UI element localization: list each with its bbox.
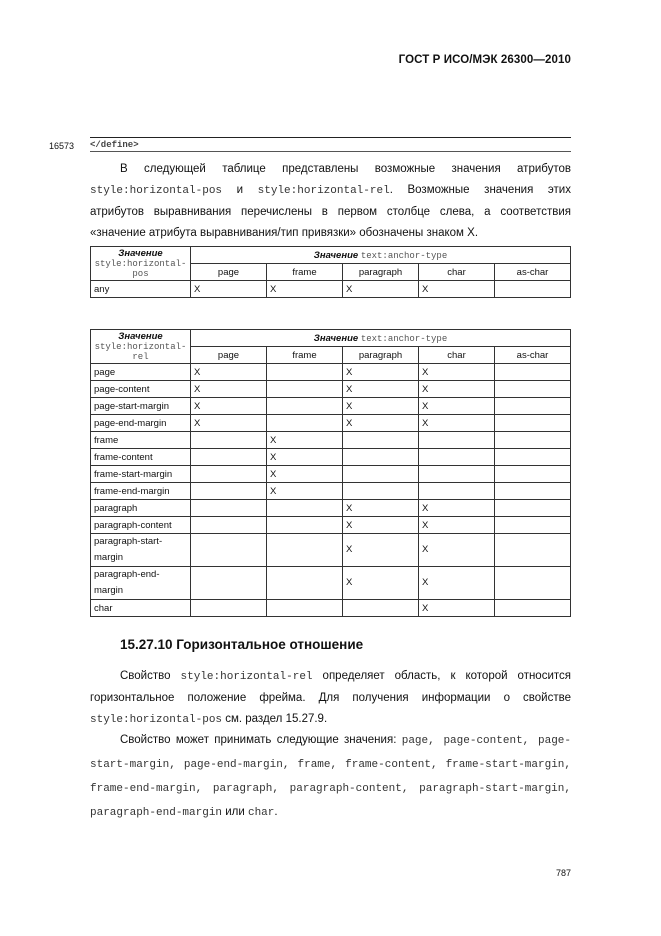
intro-paragraph bbox=[90, 159, 571, 244]
row-label: page bbox=[91, 364, 191, 381]
table-cell: X bbox=[343, 500, 419, 517]
table2-anchor-label: Значение bbox=[313, 332, 359, 344]
table-row bbox=[91, 567, 571, 600]
intro-text-2: и bbox=[222, 184, 258, 196]
table-cell: X bbox=[343, 398, 419, 415]
table2-column-header: as-char bbox=[495, 347, 571, 364]
table1-anchor-label: Значение bbox=[313, 249, 359, 261]
table-cell: X bbox=[419, 500, 495, 517]
p2-last-value: char bbox=[247, 807, 275, 819]
table-cell bbox=[495, 567, 571, 600]
row-label: paragraph-start-margin bbox=[91, 534, 191, 567]
table-cell bbox=[191, 567, 267, 600]
p1-code-1: style:horizontal-rel bbox=[180, 671, 313, 683]
table2-column-header: page bbox=[191, 347, 267, 364]
paragraph-1 bbox=[90, 666, 571, 731]
row-label: frame-end-margin bbox=[91, 483, 191, 500]
table-row bbox=[91, 517, 571, 534]
intro-text-1: В следующей таблице представлены возможные значения атрибутов bbox=[120, 163, 571, 175]
row-label: page-content bbox=[91, 381, 191, 398]
table-cell bbox=[267, 600, 343, 617]
table-cell bbox=[343, 432, 419, 449]
table-cell: X bbox=[191, 381, 267, 398]
table-cell: X bbox=[267, 483, 343, 500]
table2-column-header: char bbox=[419, 347, 495, 364]
table-cell bbox=[495, 449, 571, 466]
table-cell bbox=[267, 398, 343, 415]
table1-column-header: char bbox=[419, 264, 495, 281]
table-cell bbox=[191, 600, 267, 617]
table-cell: X bbox=[343, 517, 419, 534]
table-row bbox=[91, 381, 571, 398]
table-cell bbox=[267, 500, 343, 517]
row-label: page-end-margin bbox=[91, 415, 191, 432]
intro-code-2: style:horizontal-rel bbox=[257, 185, 390, 197]
table-cell bbox=[267, 534, 343, 567]
table-cell bbox=[343, 483, 419, 500]
table1-anchor-header bbox=[191, 247, 571, 264]
table1-column-header: paragraph bbox=[343, 264, 419, 281]
p1-text-2: определяет область, к которой относится горизонтальное положение фрейма. Для получения информации о свойстве bbox=[90, 670, 571, 704]
table-row bbox=[91, 483, 571, 500]
table-cell: X bbox=[191, 398, 267, 415]
p2-text-1: Свойство может принимать следующие значения: bbox=[120, 734, 402, 746]
table-cell bbox=[495, 281, 571, 298]
table-cell bbox=[495, 398, 571, 415]
row-label: frame bbox=[91, 432, 191, 449]
table-cell bbox=[267, 364, 343, 381]
p1-text-1: Свойство bbox=[120, 670, 181, 682]
table-cell: X bbox=[267, 432, 343, 449]
table-cell: X bbox=[419, 517, 495, 534]
table-cell bbox=[419, 466, 495, 483]
table-cell bbox=[343, 449, 419, 466]
table-cell bbox=[343, 600, 419, 617]
table-row bbox=[91, 432, 571, 449]
table-cell bbox=[267, 415, 343, 432]
table-cell bbox=[495, 534, 571, 567]
paragraph-2 bbox=[90, 729, 571, 825]
table-cell bbox=[495, 415, 571, 432]
table-cell bbox=[495, 500, 571, 517]
page-number: 787 bbox=[555, 868, 571, 878]
table1-column-header: page bbox=[191, 264, 267, 281]
table-cell: X bbox=[191, 281, 267, 298]
table-row bbox=[91, 281, 571, 298]
table-row bbox=[91, 466, 571, 483]
table-cell bbox=[267, 517, 343, 534]
table-cell: X bbox=[419, 281, 495, 298]
table2-column-header: paragraph bbox=[343, 347, 419, 364]
row-label: frame-start-margin bbox=[91, 466, 191, 483]
table2-anchor-attr: text:anchor-type bbox=[360, 333, 448, 344]
table-cell bbox=[191, 449, 267, 466]
table-cell: X bbox=[419, 381, 495, 398]
row-label: char bbox=[91, 600, 191, 617]
table-cell bbox=[419, 432, 495, 449]
table-cell: X bbox=[419, 567, 495, 600]
table2-value-label: Значение bbox=[118, 331, 163, 342]
table-cell bbox=[191, 517, 267, 534]
table1-column-header: frame bbox=[267, 264, 343, 281]
table-cell bbox=[495, 466, 571, 483]
table-row bbox=[91, 364, 571, 381]
table-cell bbox=[191, 534, 267, 567]
table-cell: X bbox=[419, 600, 495, 617]
row-label: page-start-margin bbox=[91, 398, 191, 415]
table-row bbox=[91, 500, 571, 517]
table-cell: X bbox=[343, 567, 419, 600]
p2-text-3: . bbox=[274, 806, 278, 818]
code-line: </define> bbox=[90, 140, 139, 150]
table-cell bbox=[191, 432, 267, 449]
horizontal-pos-table bbox=[90, 246, 571, 298]
table2-column-header: frame bbox=[267, 347, 343, 364]
table1-column-header: as-char bbox=[495, 264, 571, 281]
table-cell bbox=[191, 500, 267, 517]
table-cell: X bbox=[343, 364, 419, 381]
table-cell bbox=[343, 466, 419, 483]
intro-text-3: . Возможные значения этих атрибутов выравнивания перечислены в первом столбце слева, а соответствия «значение атрибута выравнивания/тип привязки» обозначены знаком X. bbox=[90, 184, 571, 239]
row-label: paragraph-content bbox=[91, 517, 191, 534]
table1-anchor-attr: text:anchor-type bbox=[360, 250, 448, 261]
table-cell bbox=[267, 567, 343, 600]
table-cell bbox=[267, 381, 343, 398]
table-cell bbox=[191, 466, 267, 483]
intro-code-1: style:horizontal-pos bbox=[90, 185, 223, 197]
table-cell bbox=[191, 483, 267, 500]
horizontal-rel-table bbox=[90, 329, 571, 617]
table-cell: X bbox=[267, 466, 343, 483]
table-cell: X bbox=[191, 415, 267, 432]
table-cell: X bbox=[191, 364, 267, 381]
table-cell bbox=[495, 364, 571, 381]
table-row bbox=[91, 415, 571, 432]
table-cell: X bbox=[343, 534, 419, 567]
table-cell: X bbox=[343, 381, 419, 398]
table1-value-header bbox=[91, 247, 191, 281]
table1-value-attr: style:horizontal-pos bbox=[94, 259, 187, 279]
code-bottom-rule bbox=[90, 151, 571, 152]
document-header: ГОСТ Р ИСО/МЭК 26300—2010 bbox=[398, 54, 571, 66]
table2-anchor-header bbox=[191, 330, 571, 347]
table-row bbox=[91, 398, 571, 415]
table-cell: X bbox=[419, 534, 495, 567]
row-label: any bbox=[91, 281, 191, 298]
table2-value-attr: style:horizontal-rel bbox=[94, 342, 187, 362]
section-heading: 15.27.10 Горизонтальное отношение bbox=[120, 637, 364, 652]
table-cell: X bbox=[419, 415, 495, 432]
table-cell bbox=[495, 483, 571, 500]
row-label: paragraph-end-margin bbox=[91, 567, 191, 600]
table-cell bbox=[495, 381, 571, 398]
table-cell: X bbox=[267, 449, 343, 466]
table-cell bbox=[419, 449, 495, 466]
table-cell bbox=[495, 432, 571, 449]
table1-value-label: Значение bbox=[118, 248, 163, 259]
table-row bbox=[91, 449, 571, 466]
table2-value-header bbox=[91, 330, 191, 364]
code-top-rule bbox=[90, 137, 571, 138]
p2-values: page, page-content, page-start-margin, page-end-margin, frame, frame-content, frame-start-margin, frame-end-margin, paragraph, paragraph-content, paragraph-start-margin, paragraph-end-margin bbox=[90, 735, 572, 819]
p2-text-2: или bbox=[222, 806, 248, 818]
table-row bbox=[91, 534, 571, 567]
row-label: frame-content bbox=[91, 449, 191, 466]
table-row bbox=[91, 600, 571, 617]
table-cell: X bbox=[343, 415, 419, 432]
table-cell: X bbox=[267, 281, 343, 298]
row-label: paragraph bbox=[91, 500, 191, 517]
line-number: 16573 bbox=[49, 141, 75, 151]
table-cell bbox=[419, 483, 495, 500]
p1-text-3: см. раздел 15.27.9. bbox=[222, 713, 328, 725]
table-cell: X bbox=[419, 364, 495, 381]
p1-code-2: style:horizontal-pos bbox=[90, 714, 223, 726]
table-cell bbox=[495, 517, 571, 534]
table-cell: X bbox=[343, 281, 419, 298]
table-cell: X bbox=[419, 398, 495, 415]
table-cell bbox=[495, 600, 571, 617]
